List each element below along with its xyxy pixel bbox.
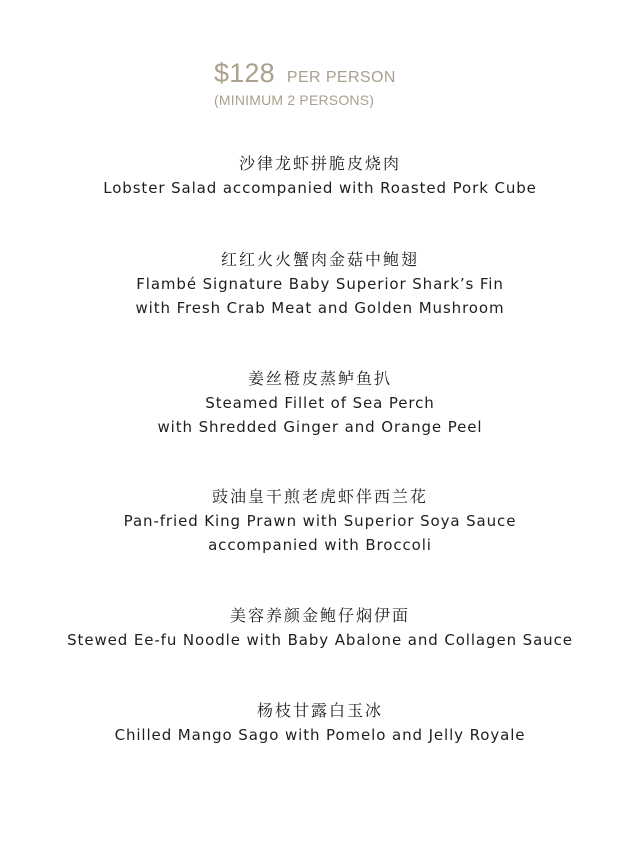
course-chinese-name: 杨枝甘露白玉冰 <box>256 701 383 720</box>
price-amount: $128 <box>214 58 275 88</box>
course-english-name: Stewed Ee-fu Noodle with Baby Abalone and Collagen Sauce <box>67 631 573 649</box>
course-3 <box>0 367 640 439</box>
course-6 <box>0 699 640 747</box>
course-english-name: Chilled Mango Sago with Pomelo and Jelly Royale <box>114 726 526 744</box>
course-1 <box>0 152 640 200</box>
course-chinese-name: 姜丝橙皮蒸鲈鱼扒 <box>247 369 392 388</box>
course-chinese-name: 美容养颜金鲍仔焖伊面 <box>229 606 410 625</box>
course-4 <box>0 485 640 557</box>
course-english-name-line2: with Fresh Crab Meat and Golden Mushroom <box>135 299 505 317</box>
course-english-name-line2: with Shredded Ginger and Orange Peel <box>157 418 483 436</box>
minimum-persons-note: (MINIMUM 2 PERSONS) <box>214 92 375 108</box>
price-block <box>214 58 396 108</box>
course-english-name: Lobster Salad accompanied with Roasted Pork Cube <box>103 179 537 197</box>
course-chinese-name: 红红火火蟹肉金菇中鲍翅 <box>220 250 419 269</box>
course-english-name: Steamed Fillet of Sea Perch <box>205 394 435 412</box>
course-chinese-name: 沙律龙虾拼脆皮烧肉 <box>238 154 401 173</box>
course-5 <box>0 604 640 652</box>
course-english-name: Pan-fried King Prawn with Superior Soya Sauce <box>123 512 517 530</box>
price-unit: PER PERSON <box>286 69 396 86</box>
course-chinese-name: 豉油皇干煎老虎虾伴西兰花 <box>211 487 428 506</box>
course-2 <box>0 248 640 320</box>
price-line <box>214 58 396 92</box>
course-english-name-line2: accompanied with Broccoli <box>208 536 432 554</box>
course-english-name: Flambé Signature Baby Superior Shark’s Fin <box>136 275 504 293</box>
